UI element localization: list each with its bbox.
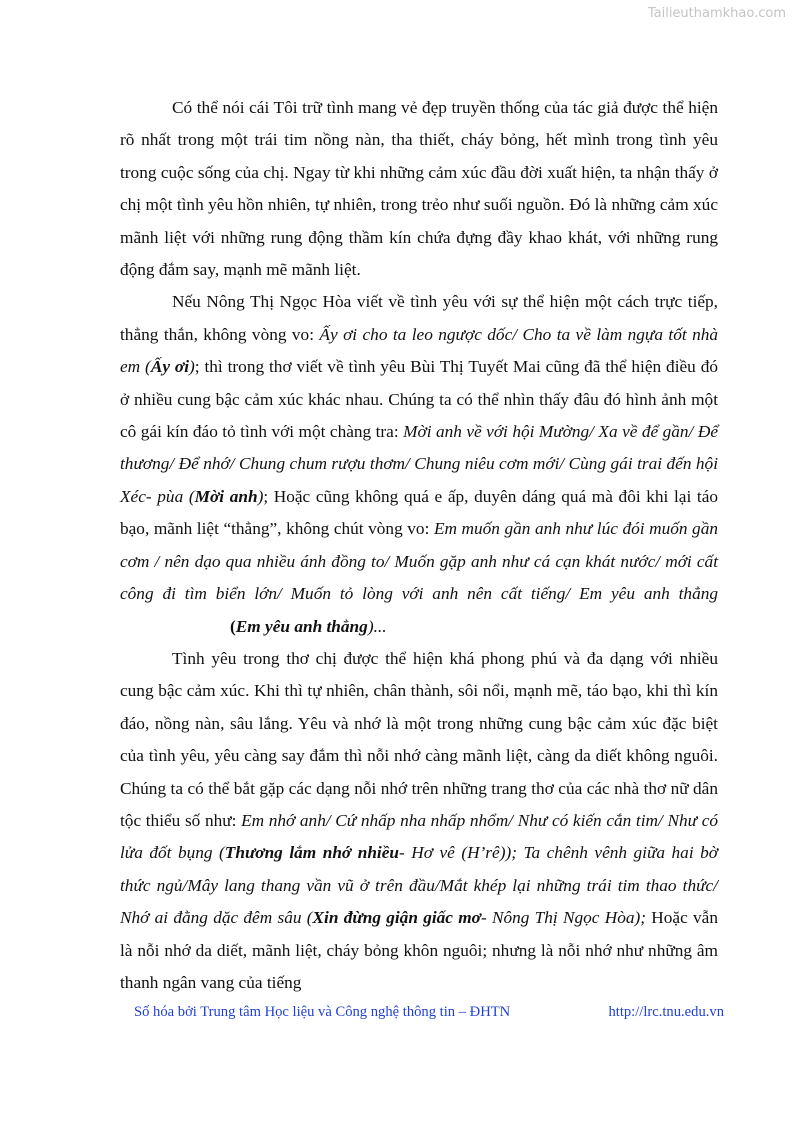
footer-url[interactable]: http://lrc.tnu.edu.vn [608,1004,724,1020]
text-run: Nếu Nông Thị Ngọc Hòa viết về tình yêu với sự thể hiện một cách trực tiếp, thẳng thắn, không vòng vo: [120,292,718,344]
paragraph-2 [120,286,718,642]
poem-title: Em yêu anh thẳng [235,616,368,636]
poem-quote: Ấy ơi cho ta leo ngược dốc/ Cho ta về làm ngựa tốt nhà em ( [120,324,719,377]
document-body [120,92,718,999]
poem-quote: Em muốn gần anh như lúc đói muốn gần cơm / nên dạo qua nhiều ánh đồng to/ Muốn gặp anh như cá cạn khát nước/ mới cất công đi tìm biển lớn/ Muốn tỏ lòng với anh nên cất tiếng/ Em yêu anh thẳng [120,519,718,604]
poem-quote-end: ) [189,357,195,377]
text-run: ; Hoặc cũng không quá e ấp, duyên dáng quá mà đôi khi lại táo bạo, mãnh liệt “thẳng”, không chút vòng vo: [120,486,719,539]
text-run: Tình yêu trong thơ chị được thể hiện khá phong phú và đa dạng với nhiều cung bậc cảm xúc. Khi thì tự nhiên, chân thành, sôi nổi, mạnh mẽ, táo bạo, khi thì kín đáo, nồng nàn, sâu lắng. Yêu và nhớ là một trong những cung bậc cảm xúc đặc biệt của tình yêu, yêu càng say đắm thì nỗi nhớ càng mãnh liệt, càng da diết không nguôi. Chúng ta có thể bắt gặp các dạng nỗi nhớ trên những trang thơ của các nhà thơ nữ dân tộc thiểu số như: [120,648,718,830]
poem-title: Ấy ơi [150,357,189,377]
watermark: Tailieuthamkhao.com [647,6,786,21]
poem-quote: Em nhớ anh/ Cứ nhấp nha nhấp nhổm/ Như có kiến cắn tim/ Như có lửa đốt bụng ( [120,810,719,863]
page-footer [134,1004,724,1021]
poem-title: Mời anh [194,486,258,506]
poem-author: - Hơ vê (H’rê)); Ta chênh vênh giữa hai bờ thức ngủ/Mây lang thang vần vũ ở trên đầu/Mắt khép lại những trái tim thao thức/ Nhớ ai đằng dặc đêm sâu ( [120,843,718,928]
poem-author: - Nông Thị Ngọc Hòa); [480,908,647,928]
poem-quote-end: )... [367,616,387,636]
poem-title: Thương lắm nhớ nhiều [224,843,400,863]
text-run: Hoặc vẫn là nỗi nhớ da diết, mãnh liệt, cháy bỏng khôn nguôi; nhưng là nỗi nhớ như những âm thanh ngân vang của tiếng [120,908,718,992]
text-run: ; thì trong thơ viết về tình yêu Bùi Thị Tuyết Mai cũng đã thể hiện điều đó ở nhiều cung bậc cảm xúc khác nhau. Chúng ta có thể nhìn thấy đâu đó hình ảnh một cô gái kín đáo tỏ tình với một chàng tra: [120,357,718,442]
paragraph-3 [120,643,718,999]
poem-quote-end: ) [257,486,264,506]
paragraph-1: Có thể nói cái Tôi trữ tình mang vẻ đẹp truyền thống của tác giả được thể hiện rõ nhất trong một trái tim nồng nàn, tha thiết, cháy bỏng, hết mình trong tình yêu trong cuộc sống của chị. Ngay từ khi những cảm xúc đầu đời xuất hiện, ta nhận thấy ở chị một tình yêu hồn nhiên, tự nhiên, trong trẻo như suối nguồn. Đó là những cảm xúc mãnh liệt với những rung động thầm kín chứa đựng đầy khao khát, với những rung động đắm say, mạnh mẽ mãnh liệt. [120,98,718,280]
footer-credit: Số hóa bởi Trung tâm Học liệu và Công nghệ thông tin – ĐHTN [134,1004,511,1020]
poem-title: Xin đừng giận giấc mơ [312,908,481,928]
poem-open: ( [230,616,236,636]
poem-quote: Mời anh về với hội Mường/ Xa về để gần/ Để thương/ Để nhớ/ Chung chum rượu thơm/ Chung niêu cơm mới/ Cùng gái trai đến hội Xéc- pùa ( [120,422,718,506]
